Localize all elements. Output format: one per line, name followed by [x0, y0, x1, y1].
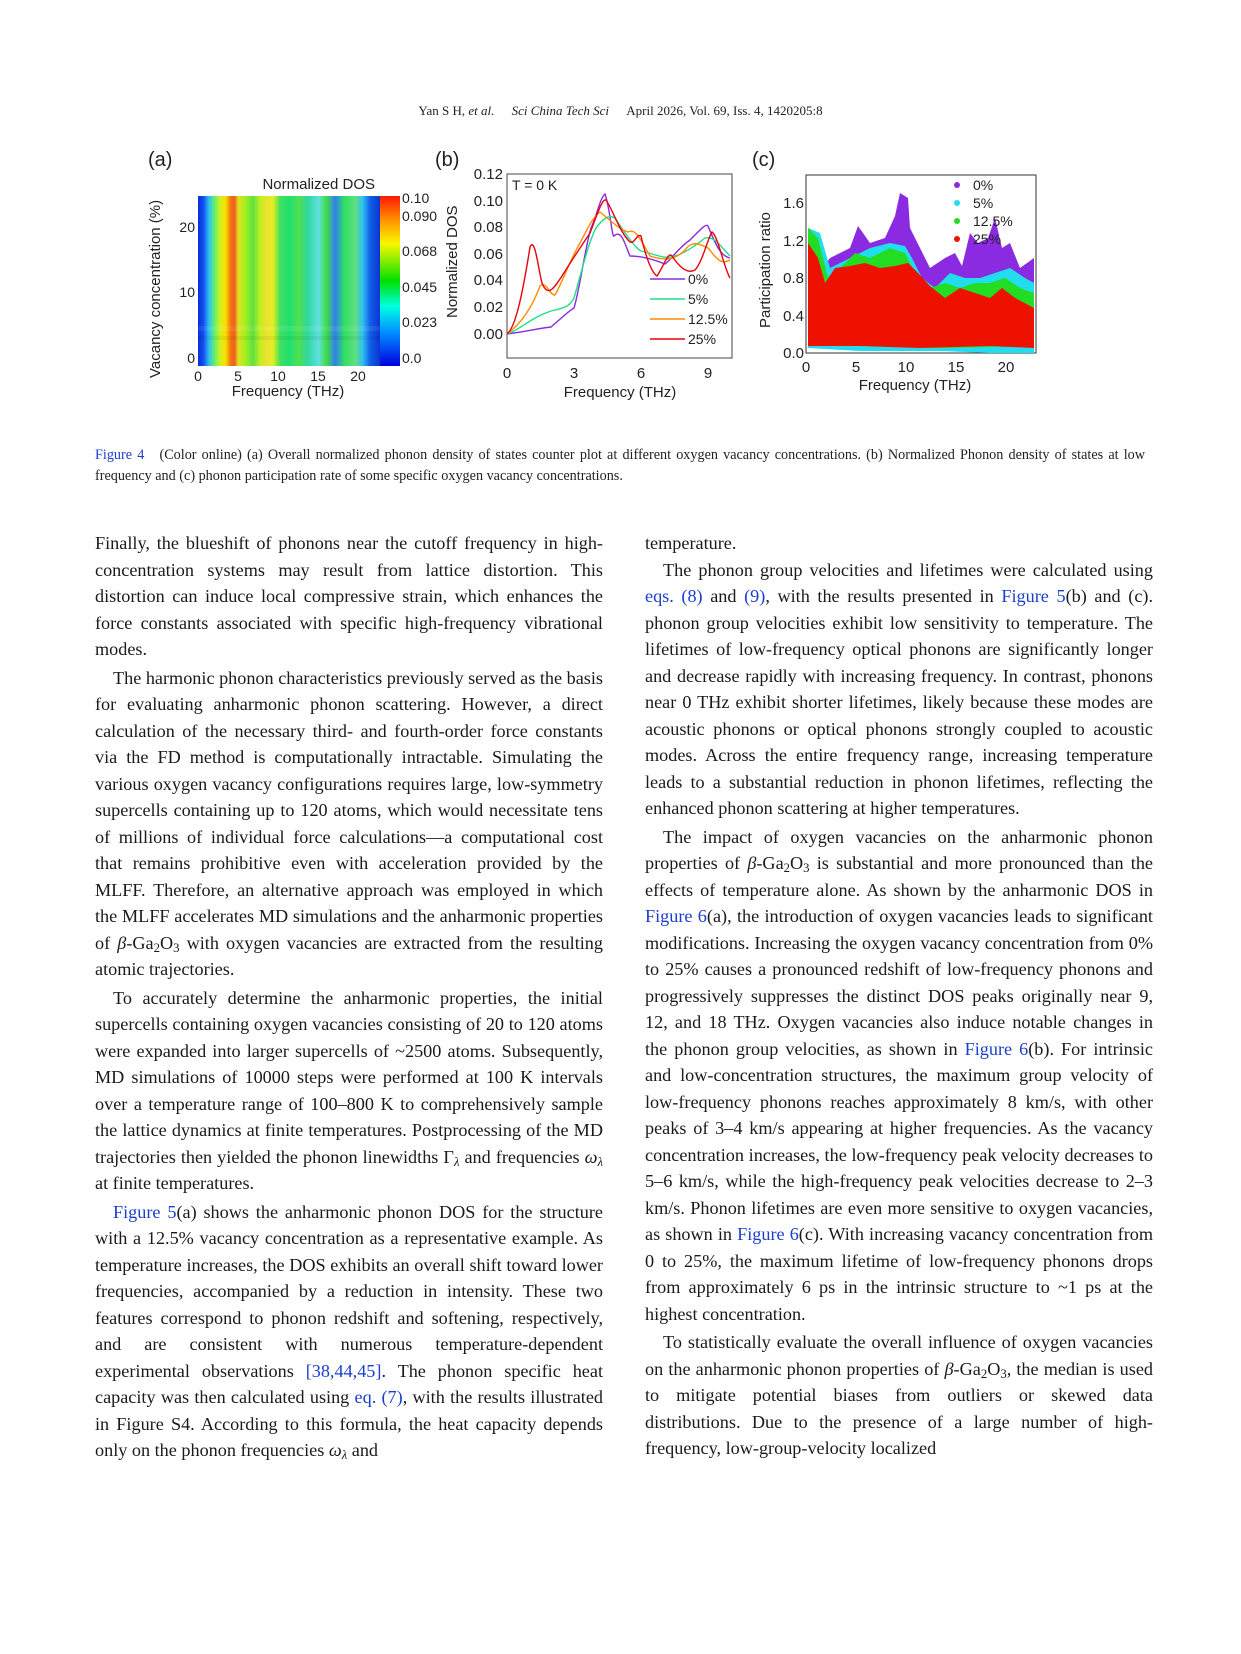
- paragraph: To accurately determine the anharmonic properties, the initial supercells containing oxygen vacancies consisting of 20 to 120 atoms were expanded into larger supercells of ~2500 atoms. Subsequently, MD simulations of 10000 steps were performed at 100 K intervals over a temperature range of 100–800 K to comprehensively sample the lattice dynamics at finite temperatures. Postprocessing of the MD trajectories then yielded the phonon linewidths $\Gamma_\lambda$ and frequencies $\omega_\lambda$ at finite temperatures.: [95, 987, 603, 1193]
- link-figure-6b[interactable]: Figure 6: [964, 1038, 1029, 1059]
- x-axis-ticks: [802, 359, 1015, 376]
- link-eq-7[interactable]: eq. (7): [354, 1387, 403, 1407]
- svg-text:15: 15: [310, 368, 326, 384]
- svg-text:0.068: 0.068: [402, 243, 438, 259]
- svg-text:10: 10: [897, 359, 915, 376]
- header-authors: Yan S H, et al.: [418, 103, 495, 118]
- svg-text:0.10: 0.10: [402, 190, 430, 206]
- svg-text:5: 5: [234, 368, 242, 384]
- link-figure-6a[interactable]: Figure 6: [645, 906, 707, 926]
- svg-text:0.02: 0.02: [473, 299, 503, 316]
- svg-text:0.045: 0.045: [402, 279, 438, 295]
- link-figure-6c[interactable]: Figure 6: [737, 1224, 799, 1244]
- dos-line-chart: [430, 148, 750, 408]
- panel-b: [430, 148, 750, 408]
- paragraph: temperature.: [645, 533, 737, 553]
- header-journal: Sci China Tech Sci: [511, 103, 609, 118]
- paragraph: To statistically evaluate the overall influence of oxygen vacancies on the anharmonic phonon properties of $\beta-Ga_2O_3$, the median is used to mitigate potential biases from outliers or skewed data distributions. Due to the presence of a large number of high-frequency, low-group-velocity localized: [645, 1332, 1153, 1458]
- svg-text:0.8: 0.8: [783, 270, 804, 287]
- paragraph: Figure 5(a) shows the anharmonic phonon DOS for the structure with a 12.5% vacancy concentration as a representative example. As temperature increases, the DOS exhibits an overall shift toward lower frequencies, accompanied by a reduction in intensity. These two features correspond to phonon redshift and softening, respectively, and are consistent with numerous temperature-dependent experimental observations [38,44,45]. The phonon specific heat capacity was then calculated using eq. (7), with the results illustrated in Figure S4. According to this formula, the heat capacity depends only on the phonon frequencies $\omega_\lambda$ and: [95, 1201, 603, 1463]
- x-axis-label: Frequency (THz): [231, 383, 345, 400]
- y-axis-label: Vacancy concentration (%): [147, 199, 164, 378]
- legend-marker-12pct: [954, 218, 960, 224]
- svg-text:0: 0: [194, 368, 202, 384]
- svg-text:0: 0: [187, 350, 195, 366]
- legend-label-0pct: 0%: [688, 271, 709, 287]
- svg-text:1.6: 1.6: [783, 195, 804, 212]
- svg-text:20: 20: [350, 368, 366, 384]
- y-axis-ticks: [179, 219, 195, 366]
- running-header: [0, 103, 1241, 119]
- svg-text:0.090: 0.090: [402, 208, 438, 224]
- x-axis-ticks: [194, 368, 366, 384]
- legend-label-12pct: 12.5%: [688, 311, 728, 327]
- colorbar-title: Normalized DOS: [262, 176, 375, 193]
- svg-text:0.0: 0.0: [783, 345, 804, 362]
- svg-text:0.12: 0.12: [473, 166, 503, 183]
- legend: [650, 271, 728, 347]
- svg-text:3: 3: [569, 365, 579, 382]
- legend-label-25pct: 25%: [688, 331, 717, 347]
- figure-4: [140, 148, 1100, 418]
- legend: [954, 177, 1013, 247]
- y-axis-label: Participation ratio: [757, 212, 774, 328]
- legend-label-0pct: 0%: [973, 177, 994, 193]
- svg-text:0.00: 0.00: [473, 326, 503, 343]
- svg-text:0.023: 0.023: [402, 314, 438, 330]
- legend-label-5pct: 5%: [688, 291, 709, 307]
- legend-marker-25pct: [954, 236, 960, 242]
- y-axis-ticks: [783, 195, 804, 362]
- legend-label-5pct: 5%: [973, 195, 994, 211]
- link-figure-5bc[interactable]: Figure 5: [1001, 586, 1066, 606]
- heatmap-area: [198, 196, 381, 366]
- y-axis-label: Normalized DOS: [444, 205, 461, 318]
- legend-label-25pct: 25%: [973, 231, 1002, 247]
- svg-text:0.4: 0.4: [783, 308, 804, 325]
- participation-scatter-chart: [740, 148, 1040, 408]
- svg-text:1.2: 1.2: [783, 233, 804, 250]
- panel-b-label: (b): [435, 149, 460, 171]
- paragraph: The harmonic phonon characteristics previously served as the basis for evaluating anharmonic phonon scattering. However, a direct calculation of the necessary third- and fourth-order force constants via the FD method is computationally intractable. Simulating the various oxygen vacancy configurations requires large, low-symmetry supercells containing up to 120 atoms, which would necessitate tens of millions of individual force calculations—a computational cost that remains prohibitive even with acceleration provided by the MLFF. Therefore, an alternative approach was employed in which the MLFF accelerates MD simulations and the anharmonic properties of $\beta-Ga_2O_3$ with oxygen vacancies are extracted from the resulting atomic trajectories.: [95, 667, 603, 979]
- svg-text:20: 20: [997, 359, 1015, 376]
- legend-marker-0pct: [954, 182, 960, 188]
- caption-text: (Color online) (a) Overall normalized phonon density of states counter plot at different oxygen vacancy concentrations. (b) Normalized Phonon density of states at low frequency and (c) phonon participation rate of some specific oxygen vacancy concentrations.: [95, 447, 1146, 484]
- svg-text:0.04: 0.04: [473, 272, 503, 289]
- svg-text:9: 9: [703, 365, 713, 382]
- header-issue: April 2026, Vol. 69, Iss. 4, 1420205:8: [626, 103, 823, 118]
- colorbar: [380, 196, 400, 366]
- svg-text:15: 15: [947, 359, 965, 376]
- link-eq-8[interactable]: eqs. (8): [645, 586, 703, 606]
- svg-text:20: 20: [179, 219, 195, 235]
- panel-c: [740, 148, 1040, 408]
- svg-text:0.06: 0.06: [473, 246, 503, 263]
- svg-text:10: 10: [179, 284, 195, 300]
- x-axis-ticks: [503, 365, 712, 382]
- legend-label-12pct: 12.5%: [973, 213, 1013, 229]
- svg-text:0.10: 0.10: [473, 193, 503, 210]
- y-axis-ticks: [474, 166, 503, 343]
- figure-caption: [95, 445, 1145, 487]
- body-column-right: [645, 530, 1153, 1462]
- panel-a-label: (a): [148, 149, 173, 171]
- heatmap-chart: [140, 148, 440, 408]
- svg-text:0.0: 0.0: [402, 350, 422, 366]
- svg-text:10: 10: [270, 368, 286, 384]
- panel-c-label: (c): [752, 149, 776, 171]
- caption-figure-label[interactable]: Figure 4: [95, 447, 145, 463]
- body-column-left: [95, 530, 603, 1464]
- svg-text:5: 5: [851, 359, 861, 376]
- legend-marker-5pct: [954, 200, 960, 206]
- x-axis-label: Frequency (THz): [858, 377, 972, 394]
- link-citation[interactable]: [38,44,45]: [305, 1360, 382, 1381]
- paragraph: The impact of oxygen vacancies on the anharmonic phonon properties of $\beta-Ga_2O_3$ is substantial and more pronounced than the effects of temperature alone. As shown by the anharmonic DOS in Figure 6(a), the introduction of oxygen vacancies leads to significant modifications. Increasing the oxygen vacancy concentration from 0% to 25% causes a pronounced redshift of low-frequency phonons and progressively suppresses the distinct DOS peaks originally near 9, 12, and 18 THz. Oxygen vacancies also induce notable changes in the phonon group velocities, as shown in Figure 6(b). For intrinsic and low-concentration structures, the maximum group velocity of low-frequency phonons reaches approximately 8 km/s, with other peaks of 3–4 km/s appearing at higher frequencies. As the vacancy concentration increases, the low-frequency peak velocity decreases to 5–6 km/s, while the high-frequency peak velocities decrease to 2–3 km/s. Phonon lifetimes are even more sensitive to oxygen vacancies, as shown in Figure 6(c). With increasing vacancy concentration from 0 to 25%, the maximum lifetime of low-frequency phonons drops from approximately 6 ps in the intrinsic structure to ~1 ps at the highest concentration.: [645, 826, 1153, 1324]
- link-figure-5[interactable]: Figure 5: [113, 1201, 177, 1222]
- x-axis-label: Frequency (THz): [563, 384, 677, 401]
- temperature-annotation: T = 0 K: [512, 177, 558, 193]
- panel-a: [140, 148, 440, 408]
- paragraph: Finally, the blueshift of phonons near the cutoff frequency in high-concentration systems may result from lattice distortion. This distortion can induce local compressive strain, which enhances the force constants associated with specific high-frequency vibrational modes.: [95, 533, 603, 659]
- svg-text:0: 0: [502, 365, 512, 382]
- paragraph: The phonon group velocities and lifetimes were calculated using eqs. (8) and (9), with the results presented in Figure 5(b) and (c). phonon group velocities exhibit low sensitivity to temperature. The lifetimes of low-frequency optical phonons are significantly longer and decrease rapidly with increasing frequency. In contrast, phonons near 0 THz exhibit shorter lifetimes, likely because these modes are acoustic phonons or optical phonons strongly coupled to acoustic modes. Across the entire frequency range, increasing temperature leads to a substantial reduction in phonon lifetimes, reflecting the enhanced phonon scattering at higher temperatures.: [645, 559, 1153, 818]
- svg-text:0: 0: [801, 359, 811, 376]
- svg-text:6: 6: [636, 365, 646, 382]
- link-eq-9[interactable]: (9): [744, 586, 766, 606]
- svg-text:0.08: 0.08: [473, 219, 503, 236]
